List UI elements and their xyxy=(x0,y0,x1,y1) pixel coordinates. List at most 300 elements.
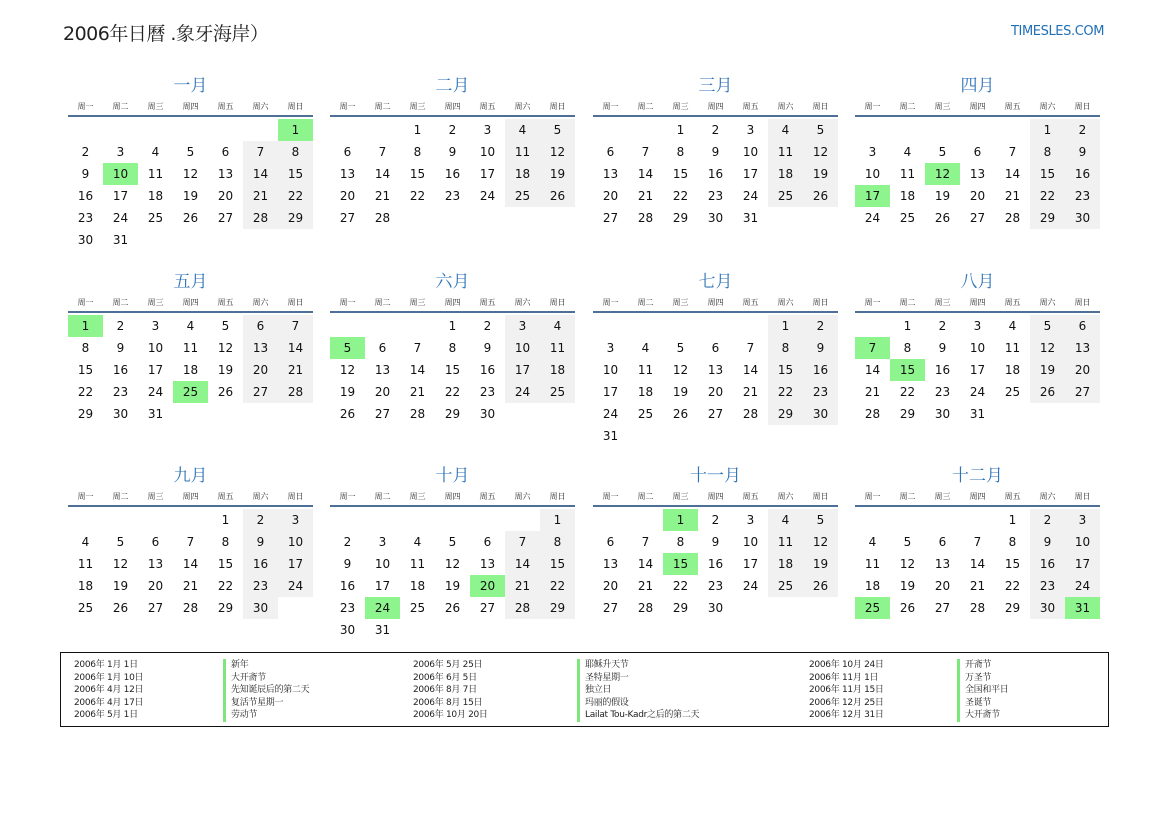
day-cell: 29 xyxy=(540,597,575,619)
weekday-label: 周二 xyxy=(637,492,654,501)
weekday-label: 周一 xyxy=(77,298,94,307)
day-cell: 11 xyxy=(77,557,94,571)
month-calendar xyxy=(593,74,838,229)
day-cell: 11 xyxy=(540,337,575,359)
week-row xyxy=(593,163,838,185)
day-cell: 21 xyxy=(864,385,881,399)
day-cell: 28 xyxy=(243,207,278,229)
day-cell: 9 xyxy=(116,341,125,355)
empty-cell xyxy=(330,119,365,141)
day-cell: 31 xyxy=(969,407,986,421)
week-row xyxy=(593,381,838,403)
day-cell: 7 xyxy=(641,535,650,549)
day-cell: 31 xyxy=(147,407,164,421)
day-cell: 11 xyxy=(409,557,426,571)
month-calendar xyxy=(855,270,1100,425)
empty-cell xyxy=(330,509,365,531)
month-calendar xyxy=(330,74,575,229)
day-cell: 27 xyxy=(147,601,164,615)
holiday-name: 大开斋节 xyxy=(957,709,1009,722)
holiday-day-cell: 31 xyxy=(1065,597,1100,619)
day-cell: 1 xyxy=(676,123,685,137)
empty-cell xyxy=(435,619,470,641)
empty-cell xyxy=(890,509,925,531)
day-cell: 4 xyxy=(186,319,195,333)
week-row xyxy=(855,141,1100,163)
week-row xyxy=(593,403,838,425)
day-cell: 8 xyxy=(1008,535,1017,549)
day-cell: 21 xyxy=(374,189,391,203)
day-cell: 22 xyxy=(768,381,803,403)
empty-cell xyxy=(505,403,540,425)
weekday-header xyxy=(330,488,575,507)
empty-cell xyxy=(855,315,890,337)
day-cell: 19 xyxy=(672,385,689,399)
day-cell: 22 xyxy=(77,385,94,399)
day-cell: 7 xyxy=(378,145,387,159)
holiday-date: 2006年 4月 17日 xyxy=(74,697,144,708)
day-cell: 16 xyxy=(444,167,461,181)
week-row xyxy=(68,207,313,229)
holiday-day-cell: 7 xyxy=(855,337,890,359)
day-cell: 20 xyxy=(602,189,619,203)
day-cell: 5 xyxy=(803,509,838,531)
day-cell: 26 xyxy=(540,185,575,207)
day-cell: 21 xyxy=(409,385,426,399)
day-cell: 24 xyxy=(969,385,986,399)
weekday-label: 周一 xyxy=(602,102,619,111)
day-cell: 13 xyxy=(479,557,496,571)
weekday-label: 周四 xyxy=(182,492,199,501)
day-cell: 29 xyxy=(672,601,689,615)
day-cell: 10 xyxy=(742,145,759,159)
day-cell: 18 xyxy=(505,163,540,185)
week-row xyxy=(68,141,313,163)
holiday-date: 2006年 8月 7日 xyxy=(413,685,477,695)
day-cell: 19 xyxy=(217,363,234,377)
day-cell: 17 xyxy=(742,167,759,181)
day-cell: 9 xyxy=(711,145,720,159)
day-cell: 1 xyxy=(903,319,912,333)
holiday-day-cell: 24 xyxy=(365,597,400,619)
day-cell: 13 xyxy=(243,337,278,359)
day-cell: 20 xyxy=(374,385,391,399)
weekday-label: 周三 xyxy=(672,298,689,307)
week-row xyxy=(330,141,575,163)
day-cell: 18 xyxy=(540,359,575,381)
holiday-name: 圣特星期一 xyxy=(577,672,699,685)
day-cell: 1 xyxy=(1008,513,1017,527)
day-cell: 14 xyxy=(374,167,391,181)
week-row xyxy=(593,597,838,619)
weekday-label: 周四 xyxy=(444,298,461,307)
day-cell: 7 xyxy=(413,341,422,355)
day-cell: 17 xyxy=(479,167,496,181)
week-row xyxy=(593,359,838,381)
day-cell: 29 xyxy=(1004,601,1021,615)
day-cell: 14 xyxy=(409,363,426,377)
holiday-day-cell: 17 xyxy=(855,185,890,207)
holiday-date: 2006年 10月 24日 xyxy=(809,660,884,670)
day-cell: 25 xyxy=(899,211,916,225)
weekday-label: 周二 xyxy=(637,298,654,307)
day-cell: 18 xyxy=(637,385,654,399)
empty-cell xyxy=(208,403,243,425)
day-cell: 19 xyxy=(934,189,951,203)
empty-cell xyxy=(540,207,575,229)
holiday-date: 2006年 11月 1日 xyxy=(809,672,879,683)
day-cell: 20 xyxy=(707,385,724,399)
empty-cell xyxy=(663,425,698,447)
week-row xyxy=(593,337,838,359)
day-cell: 26 xyxy=(803,185,838,207)
day-cell: 14 xyxy=(1004,167,1021,181)
weekday-label: 周二 xyxy=(112,102,129,111)
day-grid xyxy=(855,509,1100,619)
day-cell: 3 xyxy=(116,145,125,159)
week-row xyxy=(330,337,575,359)
weekday-label: 周一 xyxy=(602,298,619,307)
weekday-header xyxy=(68,294,313,313)
holiday-date: 2006年 5月 1日 xyxy=(74,710,138,720)
empty-cell xyxy=(435,509,470,531)
week-row xyxy=(855,509,1100,531)
day-cell: 22 xyxy=(1030,185,1065,207)
day-cell: 17 xyxy=(374,579,391,593)
day-cell: 24 xyxy=(278,575,313,597)
week-row xyxy=(330,575,575,597)
weekday-label: 周一 xyxy=(864,298,881,307)
empty-cell xyxy=(470,619,505,641)
week-row xyxy=(593,509,838,531)
day-cell: 13 xyxy=(602,557,619,571)
weekday-label: 周日 xyxy=(1074,492,1091,501)
month-calendar xyxy=(68,270,313,425)
empty-cell xyxy=(768,597,803,619)
weekday-header xyxy=(68,488,313,507)
day-cell: 15 xyxy=(278,163,313,185)
day-cell: 20 xyxy=(217,189,234,203)
week-row xyxy=(593,315,838,337)
day-cell: 5 xyxy=(1030,315,1065,337)
day-cell: 10 xyxy=(479,145,496,159)
day-cell: 15 xyxy=(768,359,803,381)
week-row xyxy=(855,359,1100,381)
day-cell: 27 xyxy=(374,407,391,421)
day-cell: 18 xyxy=(864,579,881,593)
weekday-label: 周五 xyxy=(742,298,759,307)
empty-cell xyxy=(593,315,628,337)
empty-cell xyxy=(733,425,768,447)
week-row xyxy=(855,337,1100,359)
day-cell: 13 xyxy=(934,557,951,571)
day-cell: 2 xyxy=(448,123,457,137)
day-cell: 9 xyxy=(711,535,720,549)
holiday-date-column xyxy=(74,659,143,722)
month-calendar xyxy=(330,464,575,641)
day-cell: 26 xyxy=(934,211,951,225)
empty-cell xyxy=(768,425,803,447)
day-cell: 6 xyxy=(1065,315,1100,337)
day-cell: 21 xyxy=(243,185,278,207)
day-cell: 6 xyxy=(606,145,615,159)
empty-cell xyxy=(68,509,103,531)
holiday-day-cell: 15 xyxy=(663,553,698,575)
day-cell: 4 xyxy=(151,145,160,159)
day-cell: 24 xyxy=(147,385,164,399)
week-row xyxy=(593,425,838,447)
day-cell: 17 xyxy=(278,553,313,575)
holiday-day-cell: 25 xyxy=(855,597,890,619)
day-cell: 11 xyxy=(147,167,164,181)
day-cell: 15 xyxy=(1030,163,1065,185)
day-cell: 30 xyxy=(803,403,838,425)
week-row xyxy=(855,119,1100,141)
week-row xyxy=(330,359,575,381)
weekday-label: 周四 xyxy=(707,492,724,501)
day-cell: 26 xyxy=(112,601,129,615)
weekday-label: 周五 xyxy=(217,102,234,111)
month-title: 十二月 xyxy=(952,466,1003,486)
holiday-day-cell: 25 xyxy=(173,381,208,403)
day-cell: 1 xyxy=(448,319,457,333)
day-cell: 14 xyxy=(505,553,540,575)
day-cell: 20 xyxy=(243,359,278,381)
week-row xyxy=(330,119,575,141)
weekday-label: 周日 xyxy=(287,492,304,501)
empty-cell xyxy=(995,403,1030,425)
weekday-label: 周二 xyxy=(637,102,654,111)
weekday-label: 周六 xyxy=(252,298,269,307)
day-cell: 22 xyxy=(409,189,426,203)
day-cell: 6 xyxy=(243,315,278,337)
day-cell: 11 xyxy=(864,557,881,571)
holiday-name: 独立日 xyxy=(577,684,699,697)
day-cell: 25 xyxy=(540,381,575,403)
empty-cell xyxy=(803,425,838,447)
day-cell: 23 xyxy=(803,381,838,403)
week-row xyxy=(593,141,838,163)
day-cell: 3 xyxy=(868,145,877,159)
day-cell: 17 xyxy=(1065,553,1100,575)
weekday-header xyxy=(855,488,1100,507)
day-cell: 17 xyxy=(742,557,759,571)
day-cell: 1 xyxy=(413,123,422,137)
day-cell: 16 xyxy=(934,363,951,377)
day-cell: 3 xyxy=(606,341,615,355)
day-cell: 22 xyxy=(540,575,575,597)
holiday-date: 2006年 1月 1日 xyxy=(74,660,138,670)
day-cell: 10 xyxy=(864,167,881,181)
week-row xyxy=(855,185,1100,207)
day-cell: 18 xyxy=(768,163,803,185)
day-cell: 3 xyxy=(151,319,160,333)
day-cell: 4 xyxy=(505,119,540,141)
day-cell: 22 xyxy=(672,579,689,593)
weekday-label: 周四 xyxy=(969,298,986,307)
day-cell: 18 xyxy=(409,579,426,593)
day-cell: 16 xyxy=(243,553,278,575)
empty-cell xyxy=(138,509,173,531)
month-calendar xyxy=(330,270,575,425)
day-cell: 8 xyxy=(676,145,685,159)
day-cell: 5 xyxy=(540,119,575,141)
day-cell: 6 xyxy=(973,145,982,159)
day-cell: 8 xyxy=(81,341,90,355)
weekday-label: 周二 xyxy=(899,298,916,307)
day-cell: 10 xyxy=(742,535,759,549)
weekday-label: 周日 xyxy=(287,102,304,111)
month-title: 十月 xyxy=(435,466,470,486)
holiday-date: 2006年 10月 20日 xyxy=(413,710,488,720)
day-cell: 20 xyxy=(339,189,356,203)
day-cell: 26 xyxy=(182,211,199,225)
empty-cell xyxy=(628,425,663,447)
day-cell: 13 xyxy=(147,557,164,571)
week-row xyxy=(855,315,1100,337)
day-cell: 12 xyxy=(1030,337,1065,359)
day-cell: 27 xyxy=(1065,381,1100,403)
empty-cell xyxy=(540,403,575,425)
holiday-date-column xyxy=(809,659,884,722)
day-cell: 4 xyxy=(81,535,90,549)
empty-cell xyxy=(925,119,960,141)
day-cell: 10 xyxy=(505,337,540,359)
day-cell: 8 xyxy=(1030,141,1065,163)
empty-cell xyxy=(138,119,173,141)
day-grid xyxy=(68,119,313,251)
empty-cell xyxy=(278,597,313,619)
holiday-name: 万圣节 xyxy=(957,672,1009,685)
day-cell: 14 xyxy=(278,337,313,359)
month-title: 八月 xyxy=(960,272,995,292)
weekday-label: 周二 xyxy=(374,102,391,111)
week-row xyxy=(68,119,313,141)
day-cell: 21 xyxy=(969,579,986,593)
empty-cell xyxy=(540,619,575,641)
day-cell: 28 xyxy=(182,601,199,615)
holiday-name: 先知诞辰后的第二天 xyxy=(223,684,309,697)
day-cell: 29 xyxy=(217,601,234,615)
weekday-label: 周三 xyxy=(934,492,951,501)
day-cell: 19 xyxy=(540,163,575,185)
day-cell: 4 xyxy=(903,145,912,159)
day-cell: 28 xyxy=(969,601,986,615)
empty-cell xyxy=(173,403,208,425)
day-cell: 7 xyxy=(973,535,982,549)
day-cell: 23 xyxy=(1030,575,1065,597)
day-cell: 24 xyxy=(602,407,619,421)
empty-cell xyxy=(925,509,960,531)
day-cell: 13 xyxy=(374,363,391,377)
day-cell: 10 xyxy=(602,363,619,377)
empty-cell xyxy=(663,315,698,337)
day-cell: 14 xyxy=(637,557,654,571)
day-cell: 24 xyxy=(112,211,129,225)
weekday-label: 周六 xyxy=(777,492,794,501)
week-row xyxy=(855,553,1100,575)
holiday-name: Lailat Tou-Kadr之后的第二天 xyxy=(577,709,699,722)
month-title: 七月 xyxy=(698,272,733,292)
day-cell: 28 xyxy=(637,211,654,225)
weekday-label: 周一 xyxy=(864,102,881,111)
weekday-label: 周三 xyxy=(409,492,426,501)
day-cell: 18 xyxy=(1004,363,1021,377)
empty-cell xyxy=(278,403,313,425)
week-row xyxy=(593,575,838,597)
holiday-name: 新年 xyxy=(223,659,309,672)
day-cell: 3 xyxy=(378,535,387,549)
day-cell: 10 xyxy=(1065,531,1100,553)
day-cell: 12 xyxy=(339,363,356,377)
empty-cell xyxy=(365,315,400,337)
day-cell: 8 xyxy=(221,535,230,549)
day-cell: 30 xyxy=(707,601,724,615)
week-row xyxy=(593,185,838,207)
empty-cell xyxy=(400,509,435,531)
day-cell: 10 xyxy=(147,341,164,355)
week-row xyxy=(68,597,313,619)
day-cell: 11 xyxy=(768,141,803,163)
day-cell: 27 xyxy=(934,601,951,615)
empty-cell xyxy=(173,119,208,141)
site-link[interactable]: TIMESLES.COM xyxy=(1011,24,1105,39)
weekday-label: 周四 xyxy=(707,102,724,111)
day-cell: 19 xyxy=(444,579,461,593)
day-cell: 7 xyxy=(243,141,278,163)
day-cell: 23 xyxy=(934,385,951,399)
day-cell: 4 xyxy=(641,341,650,355)
day-cell: 7 xyxy=(278,315,313,337)
holiday-day-cell: 20 xyxy=(470,575,505,597)
day-cell: 12 xyxy=(540,141,575,163)
weekday-label: 周五 xyxy=(1004,102,1021,111)
holiday-name: 大开斋节 xyxy=(223,672,309,685)
day-cell: 9 xyxy=(1030,531,1065,553)
day-grid xyxy=(593,509,838,619)
day-cell: 8 xyxy=(413,145,422,159)
week-row xyxy=(68,315,313,337)
day-cell: 29 xyxy=(77,407,94,421)
weekday-label: 周一 xyxy=(602,492,619,501)
day-cell: 3 xyxy=(746,123,755,137)
day-cell: 17 xyxy=(112,189,129,203)
day-cell: 15 xyxy=(540,553,575,575)
day-cell: 13 xyxy=(602,167,619,181)
day-cell: 15 xyxy=(217,557,234,571)
weekday-label: 周六 xyxy=(1039,492,1056,501)
weekday-label: 周四 xyxy=(707,298,724,307)
weekday-label: 周一 xyxy=(77,492,94,501)
day-cell: 29 xyxy=(444,407,461,421)
day-cell: 6 xyxy=(483,535,492,549)
day-cell: 28 xyxy=(864,407,881,421)
day-cell: 16 xyxy=(707,167,724,181)
holiday-date: 2006年 1月 10日 xyxy=(74,672,144,683)
day-cell: 2 xyxy=(711,123,720,137)
holiday-day-cell: 1 xyxy=(663,509,698,531)
day-cell: 11 xyxy=(768,531,803,553)
day-cell: 17 xyxy=(969,363,986,377)
day-grid xyxy=(68,509,313,619)
weekday-header xyxy=(68,98,313,117)
day-cell: 12 xyxy=(182,167,199,181)
day-cell: 9 xyxy=(1065,141,1100,163)
weekday-label: 周六 xyxy=(252,492,269,501)
day-cell: 28 xyxy=(637,601,654,615)
day-cell: 11 xyxy=(1004,341,1021,355)
day-cell: 29 xyxy=(278,207,313,229)
